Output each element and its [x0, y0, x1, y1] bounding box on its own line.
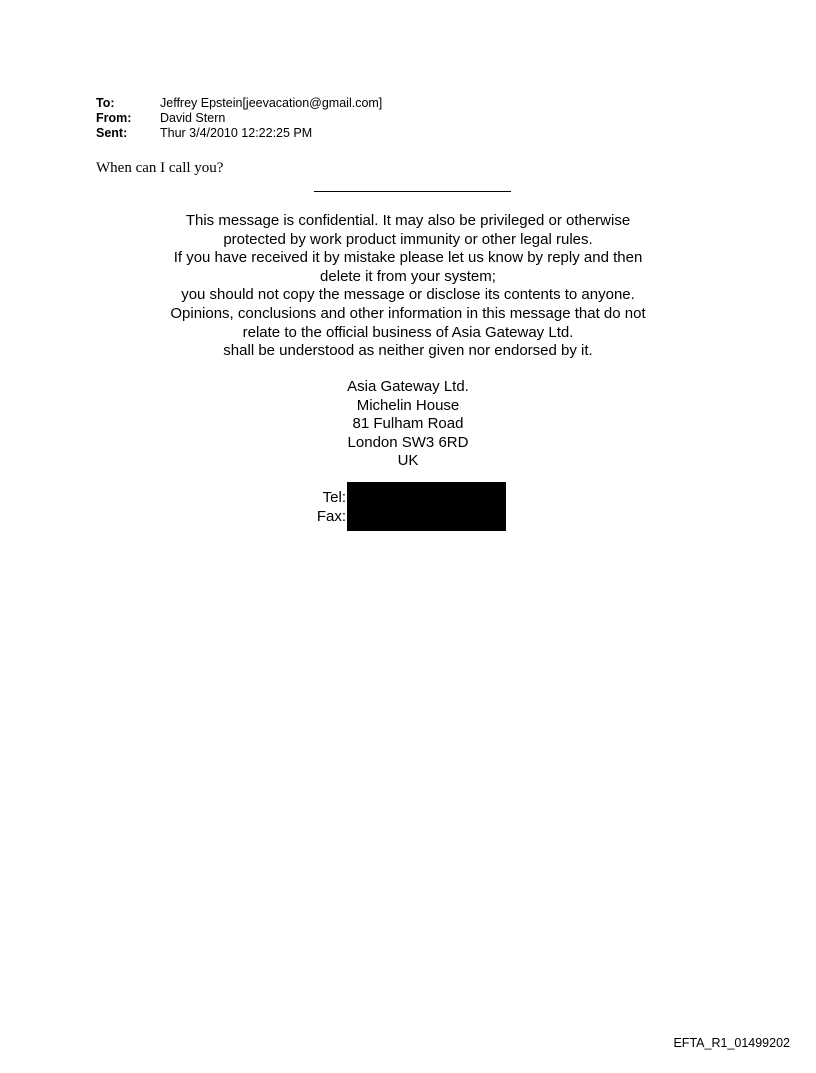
disclaimer-line: relate to the official business of Asia Gateway Ltd.	[242, 323, 574, 341]
fax-label: Fax:	[316, 507, 346, 525]
disclaimer-line: protected by work product immunity or other legal rules.	[223, 230, 593, 248]
address-line: 81 Fulham Road	[352, 415, 464, 433]
to-value: Jeffrey Epstein[jeevacation@gmail.com]	[160, 96, 383, 110]
address-line: London SW3 6RD	[347, 433, 469, 451]
company-name: Asia Gateway Ltd.	[347, 378, 469, 395]
email-body: When can I call you?	[96, 160, 224, 176]
confidentiality-disclaimer	[0, 212, 816, 361]
address-line: Michelin House	[356, 396, 460, 414]
document-id: EFTA_R1_01499202	[673, 1036, 790, 1050]
from-value: David Stern	[160, 111, 226, 125]
disclaimer-line: This message is confidential. It may also be privileged or otherwise	[185, 212, 631, 229]
tel-label: Tel:	[322, 489, 346, 506]
disclaimer-line: you should not copy the message or disclose its contents to anyone.	[181, 286, 635, 304]
disclaimer-line: Opinions, conclusions and other information in this message that do not	[170, 304, 646, 322]
disclaimer-line: delete it from your system;	[320, 267, 496, 285]
address-country: UK	[397, 452, 419, 470]
to-label: To:	[96, 96, 115, 110]
disclaimer-line: shall be understood as neither given nor endorsed by it.	[223, 342, 593, 360]
contact-labels	[250, 489, 346, 526]
to-row	[96, 96, 382, 111]
from-row	[96, 111, 382, 126]
company-address	[0, 378, 816, 471]
from-label: From:	[96, 111, 132, 125]
redaction-box	[347, 482, 506, 531]
sent-value: Thur 3/4/2010 12:22:25 PM	[160, 126, 313, 140]
disclaimer-line: If you have received it by mistake please let us know by reply and then	[173, 249, 643, 267]
sent-label: Sent:	[96, 126, 128, 140]
signature-divider	[314, 191, 511, 192]
sent-row	[96, 126, 382, 141]
email-header	[96, 96, 382, 141]
